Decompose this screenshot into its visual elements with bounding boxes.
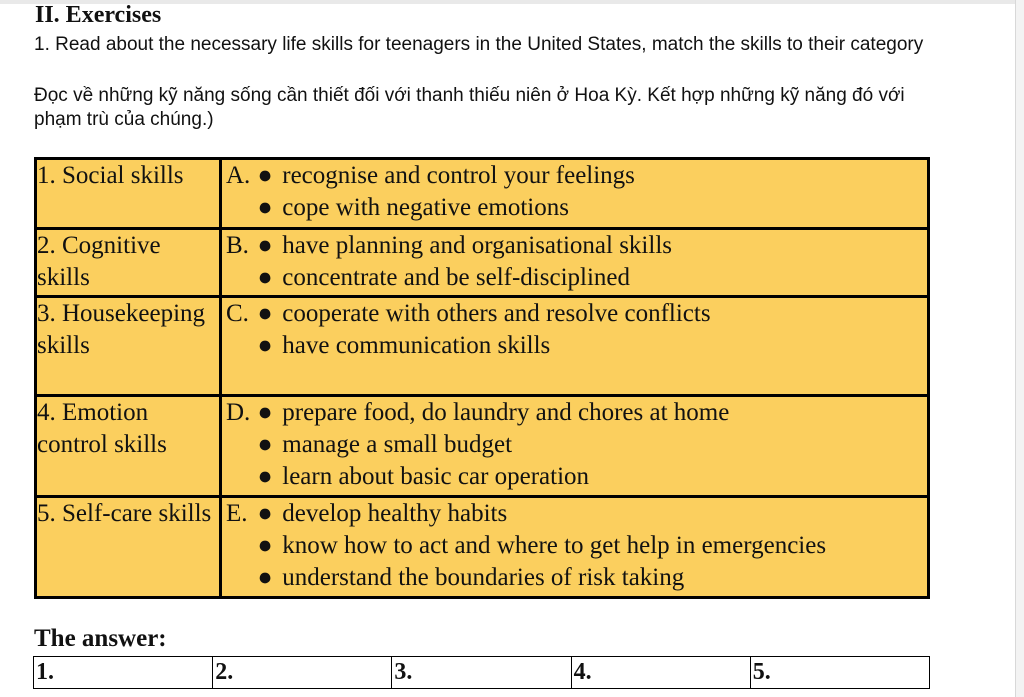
bullet-icon: ● xyxy=(257,532,273,559)
option-letter: D. xyxy=(226,399,251,426)
option-letter: A. xyxy=(226,162,251,189)
skill-item: cooperate with others and resolve conflicts xyxy=(282,300,711,327)
answer-cell-2[interactable]: 2. xyxy=(213,657,392,689)
bullet-icon: ● xyxy=(257,399,273,426)
skill-item: concentrate and be self-disciplined xyxy=(282,264,631,291)
table-row xyxy=(36,159,929,229)
table-row xyxy=(36,497,929,598)
answer-table xyxy=(33,656,930,689)
description-cell xyxy=(221,159,929,229)
description-cell xyxy=(221,396,929,497)
answer-cell-4[interactable]: 4. xyxy=(571,657,750,689)
option-letter: C. xyxy=(226,300,249,327)
skill-item: recognise and control your feelings xyxy=(282,162,635,189)
bullet-icon: ● xyxy=(257,300,273,327)
skill-item: manage a small budget xyxy=(282,431,513,458)
matching-table xyxy=(34,157,930,599)
skill-item: prepare food, do laundry and chores at home xyxy=(282,399,730,426)
skill-item: learn about basic car operation xyxy=(282,463,590,490)
bullet-icon: ● xyxy=(257,431,273,458)
skill-item: have communication skills xyxy=(282,332,551,359)
category-cell: 4. Emotion control skills xyxy=(36,396,221,497)
category-cell: 3. Housekeeping skills xyxy=(36,297,221,396)
skill-item: know how to act and where to get help in emergencies xyxy=(282,532,827,559)
description-cell xyxy=(221,297,929,396)
category-cell: 2. Cognitive skills xyxy=(36,229,221,297)
skill-item: cope with negative emotions xyxy=(282,194,569,221)
bullet-icon: ● xyxy=(257,500,273,527)
skill-item: have planning and organisational skills xyxy=(282,232,672,259)
instruction-vietnamese: Đọc về những kỹ năng sống cần thiết đối với thanh thiếu niên ở Hoa Kỳ. Kết hợp những kỹ năng đó với phạm trù của chúng.) xyxy=(34,85,905,130)
answer-cell-3[interactable]: 3. xyxy=(392,657,571,689)
bullet-icon: ● xyxy=(257,232,273,259)
answer-cell-5[interactable]: 5. xyxy=(750,657,929,689)
option-letter: E. xyxy=(226,500,248,527)
skill-item: develop healthy habits xyxy=(282,500,508,527)
category-cell: 5. Self-care skills xyxy=(36,497,221,598)
bullet-icon: ● xyxy=(257,264,273,291)
table-row xyxy=(36,297,929,396)
table-row xyxy=(36,229,929,297)
right-scroll-edge xyxy=(1015,0,1024,697)
skill-item: understand the boundaries of risk taking xyxy=(282,564,685,591)
description-cell xyxy=(221,497,929,598)
bullet-icon: ● xyxy=(257,194,273,221)
section-heading: II. Exercises xyxy=(35,2,162,28)
answer-label: The answer: xyxy=(34,625,167,652)
bullet-icon: ● xyxy=(257,332,273,359)
description-cell xyxy=(221,229,929,297)
bullet-icon: ● xyxy=(257,162,273,189)
bullet-icon: ● xyxy=(257,463,273,490)
table-row xyxy=(36,396,929,497)
category-cell: 1. Social skills xyxy=(36,159,221,229)
option-letter: B. xyxy=(226,232,249,259)
answer-row xyxy=(34,657,930,689)
bullet-icon: ● xyxy=(257,564,273,591)
instruction-english: 1. Read about the necessary life skills for teenagers in the United States, match the skills to their category xyxy=(34,34,924,55)
answer-cell-1[interactable]: 1. xyxy=(34,657,213,689)
